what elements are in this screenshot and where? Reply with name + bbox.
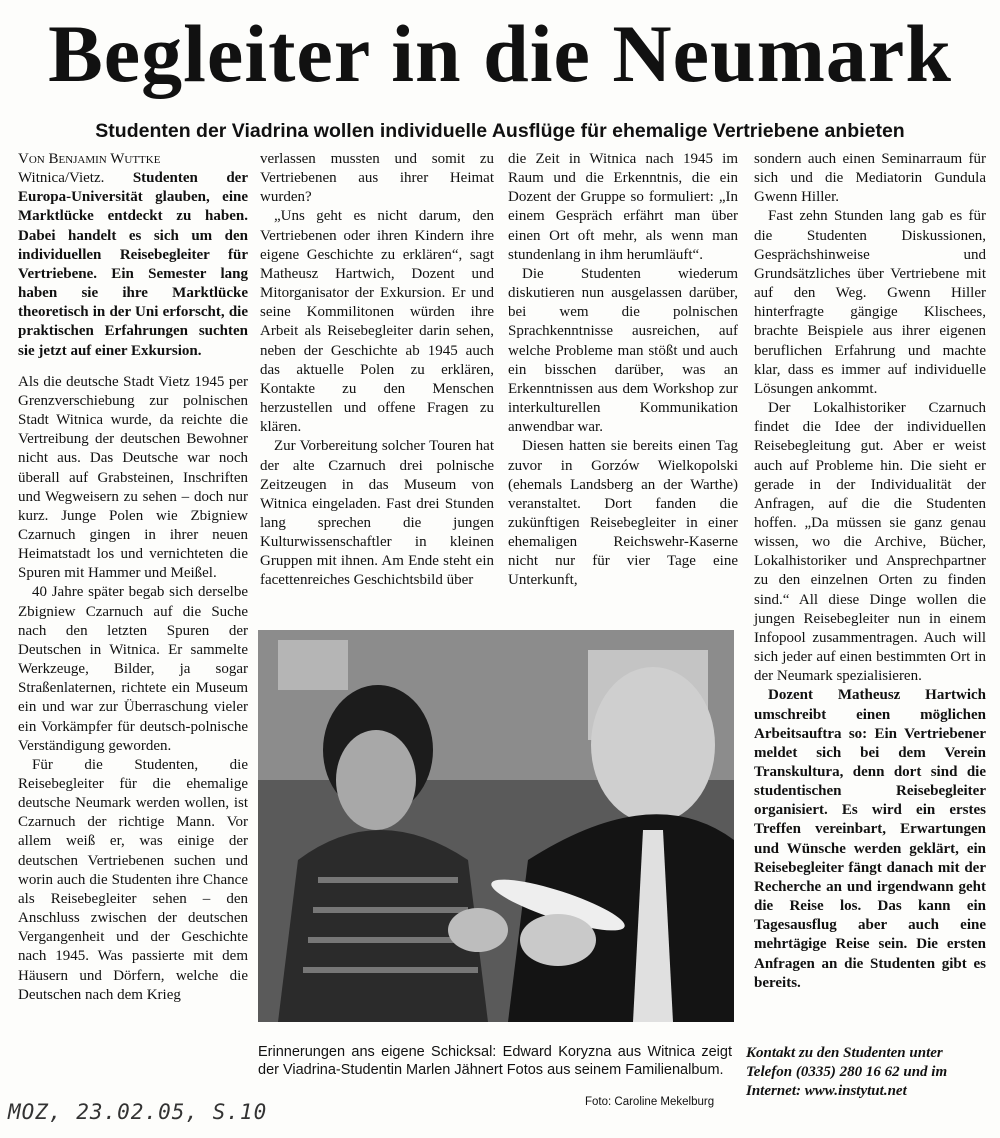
- body-paragraph: Dozent Matheusz Hartwich umschreibt einen möglichen Arbeitsauftra so: Ein Vertriebener meldet sich bei dem Verein Transkultura, denn dort sind die studentischen Reisebegleiter organisiert. Es wird ein erstes Treffen vereinbart, Erwartungen und Wünsche werden geklärt, ein Reisebegleiter fängt danach mit der Recherche an und irgendwann geht die Reise los. Das kann ein Tagesausflug aber auch eine mehrtägige Reise sein. Die ersten Anfragen an die Studenten gibt es bereits.: [754, 687, 986, 991]
- article-column-1: [18, 150, 248, 1005]
- subheadline: Studenten der Viadrina wollen individuelle Ausflüge für ehemalige Vertriebene anbieten: [95, 120, 905, 142]
- photo-credit: Foto: Caroline Mekelburg: [585, 1096, 715, 1108]
- dateline: Witnica/Vietz.: [18, 170, 105, 187]
- body-paragraph: Die Studenten wiederum diskutieren nun ausgelassen darüber, bei wem die polnischen Sprachkenntnisse ausreichen, auf welche Probleme man stößt und auch ein bisschen darüber, was an Erkenntnissen aus dem Workshop zur interkulturellen Kommunikation anwendbar war.: [508, 265, 738, 436]
- headline: Begleiter in die Neumark: [48, 8, 952, 99]
- photo-caption: Erinnerungen ans eigene Schicksal: Edward Koryzna aus Witnica zeigt der Viadrina-Studentin Marlen Jähnert Fotos aus seinem Familienalbum.: [258, 1044, 732, 1078]
- article-column-3: [508, 150, 738, 591]
- body-paragraph: Fast zehn Stunden lang gab es für die Studenten Diskussionen, Gesprächshinweise und Grundsätzliches über Vertriebene mit auf den Weg. Gwenn Hiller hinterfragte gängige Klischees, brachte Beispiele aus ihrer eigenen beruflichen Erfahrung und machte klar, dass es immer auf individuelle Lösungen ankommt.: [754, 208, 986, 397]
- article-column-2: [260, 150, 494, 591]
- handwritten-note: MOZ, 23.02.05, S.10: [8, 1100, 268, 1124]
- body-paragraph: Für die Studenten, die Reisebegleiter für die ehemalige deutsche Neumark werden wollen, ist Czarnuch der richtige Mann. Vor allem weiß er, was einige der deutschen Vertriebenen suchen und worin auch die Studenten ihre Chance als Reisebegleiter sehen – den Anschluss zwischen der deutschen Vergangenheit und der Geschichte nach 1945. Was passierte mit dem Häusern und Dörfern, welche die Deutschen nach dem Krieg: [18, 756, 248, 1003]
- body-paragraph: „Uns geht es nicht darum, den Vertriebenen oder ihren Kindern ihre eigene Geschichte zu erklären“, sagt Matheusz Hartwich, Dozent und Mitorganisator der Exkursion. Er und seine Kommilitonen würden ihre Arbeit als Reisebegleiter darin sehen, neben der Geschichte ab 1945 auch das aktuelle Polen zu erklären, Kontakte zu den Menschen herzustellen und offene Fragen zu klären.: [260, 208, 494, 436]
- photo-illustration: [258, 630, 734, 1022]
- article-column-4: [754, 150, 986, 993]
- body-paragraph: die Zeit in Witnica nach 1945 im Raum und die Erkenntnis, die ein Dozent der Gruppe so formuliert: „In einem Gespräch erfährt man über einen Ort oft mehr, als wenn man stundenlang in ihm herumläuft“.: [508, 151, 738, 263]
- body-paragraph: 40 Jahre später begab sich derselbe Zbigniew Czarnuch auf die Suche nach den letzten Spuren der Deutschen in Witnica. Er sammelte Werkzeuge, Bilder, ja sogar Straßenlaternen, richtete ein Museum ein und war zur Überraschung vieler ein Vorkämpfer für deutsch-polnische Verständigung geworden.: [18, 584, 248, 754]
- body-paragraph: Diesen hatten sie bereits einen Tag zuvor in Gorzów Wielkopolski (ehemals Landsberg an der Warthe) veranstaltet. Dort fanden die zukünftigen Reisebegleiter in einer ehemaligen Reichswehr-Kaserne nicht nur für vier Tage eine Unterkunft,: [508, 438, 738, 589]
- body-paragraph: Der Lokalhistoriker Czarnuch findet die Idee der individuellen Reisebegleitung gut. Aber er weist auch auf Probleme hin. Die sieht er gerade in der Individualität der Anfragen, auf die die Studenten hoffen. „Da müssen sie ganz genau wissen, wo die Archive, Bücher, Lokalhistoriker und Ansprechpartner zu den einzelnen Orten zu finden sind.“ All diese Dinge wollen die jungen Reisebegleiter nun in einem Infopool zusammentragen. Auch will sich jeder auf einen bestimmten Ort in der Neumark spezialisieren.: [754, 400, 986, 685]
- lead-text: Studenten der Europa-Universität glauben, eine Marktlücke entdeckt zu haben. Dabei handelt es sich um den individuellen Reisebegleiter für Vertriebene. Ein Semester lang haben sie ihre Marktlücke theoretisch in der Uni erforscht, die praktischen Erfahrungen suchten sie jetzt auf einer Exkursion.: [18, 170, 248, 359]
- contact-info: Kontakt zu den Studenten unter Telefon (0335) 280 16 62 und im Internet: www.instytut.net: [746, 1045, 948, 1099]
- article-photo: [258, 630, 734, 1022]
- byline: Von Benjamin Wuttke: [18, 151, 161, 167]
- body-paragraph: sondern auch einen Seminarraum für sich und die Mediatorin Gundula Gwenn Hiller.: [754, 151, 986, 206]
- body-paragraph: Als die deutsche Stadt Vietz 1945 per Grenzverschiebung zur polnischen Stadt Witnica wurde, da reichte die Vertreibung der deutschen Bewohner nicht aus. Das Deutsche war noch überall auf Grabsteinen, Inschriften und Wegweisern zu sehen – doch nur kurz. Junge Polen wie Zbigniew Czarnuch gingen in ihrer neuen Heimatstadt los und vernichteten die Spuren mit Hammer und Meißel.: [18, 373, 248, 582]
- body-paragraph: verlassen mussten und somit zu Vertriebenen aus ihrer Heimat wurden?: [260, 151, 494, 206]
- body-paragraph: Zur Vorbereitung solcher Touren hat der alte Czarnuch drei polnische Zeitzeugen in das Museum von Witnica eingeladen. Fast drei Stunden lang sprechen die jungen Kulturwissenschaftler in kleinen Gruppen mit ihnen. Am Ende steht ein facettenreiches Geschichtsbild über: [260, 438, 494, 589]
- lead-paragraph: [18, 169, 248, 361]
